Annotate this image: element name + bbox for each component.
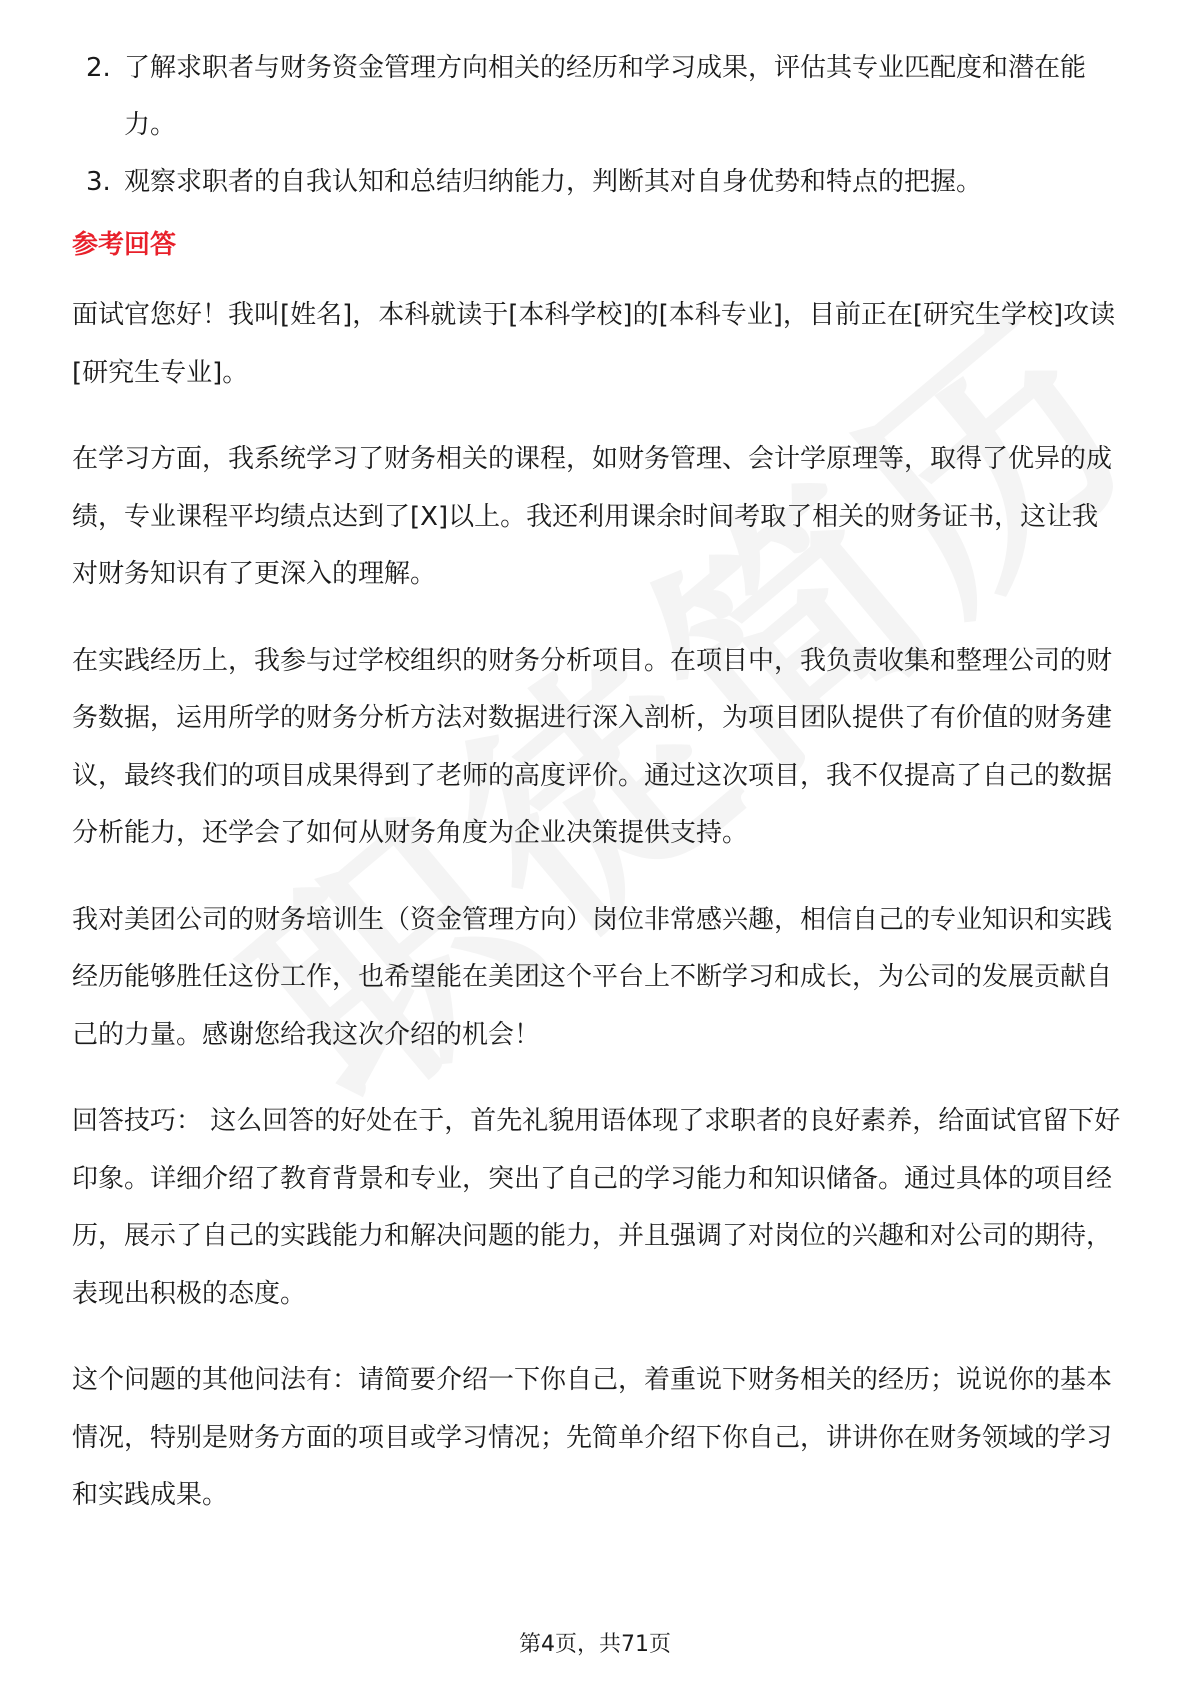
page-number: 第4页，共71页 [519, 1632, 671, 1657]
answer-paragraph-practice: 在实践经历上，我参与过学校组织的财务分析项目。在项目中，我负责收集和整理公司的财务数据，运用所学的财务分析方法对数据进行深入剖析，为项目团队提供了有价值的财务建议，最终我们的项目成果得到了老师的高度评价。通过这次项目，我不仅提高了自己的数据分析能力，还学会了如何从财务角度为企业决策提供支持。 [72, 645, 1113, 848]
answer-tips: 回答技巧： 这么回答的好处在于，首先礼貌用语体现了求职者的良好素养，给面试官留下好印象。详细介绍了教育背景和专业，突出了自己的学习能力和知识储备。通过具体的项目经历，展示了自己的实践能力和解决问题的能力，并且强调了对岗位的兴趣和对公司的期待，表现出积极的态度。 [72, 1106, 1121, 1309]
list-item [72, 40, 1122, 154]
list-item-text: 观察求职者的自我认知和总结归纳能力，判断其对自身优势和特点的把握。 [124, 167, 983, 197]
list-item-text: 了解求职者与财务资金管理方向相关的经历和学习成果，评估其专业匹配度和潜在能力。 [124, 53, 1087, 140]
alternative-questions: 这个问题的其他问法有：请简要介绍一下你自己，着重说下财务相关的经历；说说你的基本情况，特别是财务方面的项目或学习情况；先简单介绍下你自己，讲讲你在财务领域的学习和实践成果。 [72, 1365, 1113, 1510]
list-number: 2. [86, 53, 111, 83]
answer-paragraph-interest: 我对美团公司的财务培训生（资金管理方向）岗位非常感兴趣，相信自己的专业知识和实践经历能够胜任这份工作，也希望能在美团这个平台上不断学习和成长，为公司的发展贡献自己的力量。感谢您给我这次介绍的机会！ [72, 904, 1113, 1050]
answer-heading: 参考回答 [72, 230, 177, 260]
page-content [72, 40, 1122, 1554]
list-number: 3. [86, 167, 111, 197]
answer-paragraph-intro: 面试官您好！我叫[姓名]，本科就读于[本科学校]的[本科专业]，目前正在[研究生学校]攻读[研究生专业]。 [72, 300, 1116, 388]
evaluation-criteria-list [72, 40, 1122, 211]
answer-paragraph-study: 在学习方面，我系统学习了财务相关的课程，如财务管理、会计学原理等，取得了优异的成绩，专业课程平均绩点达到了[X]以上。我还利用课余时间考取了相关的财务证书，这让我对财务知识有了更深入的理解。 [72, 444, 1113, 589]
list-item [72, 154, 1122, 211]
